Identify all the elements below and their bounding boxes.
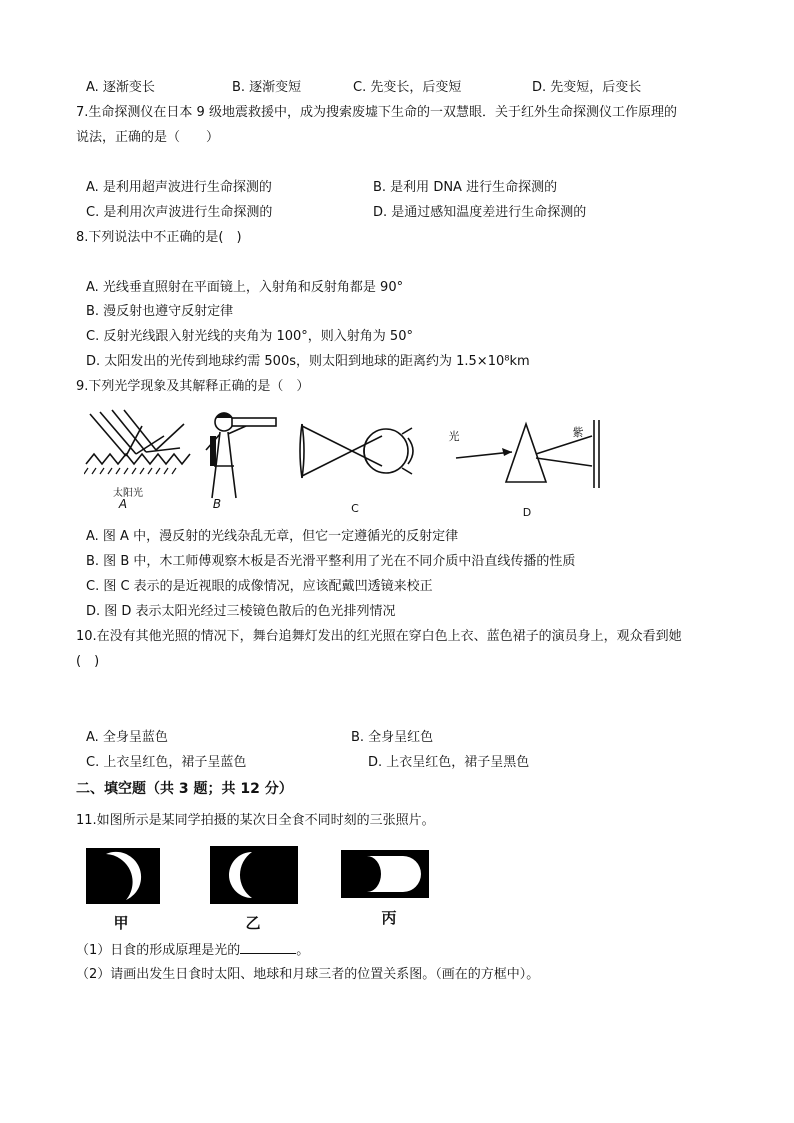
q6-option-b: B. 逐渐变短	[232, 80, 302, 95]
q11-sub2: （2）请画出发生日食时太阳、地球和月球三者的位置关系图。（画在的方框中）。	[76, 967, 540, 982]
q7-stem-line1: 7.生命探测仪在日本 9 级地震救援中，成为搜索废墟下生命的一双慧眼．关于红外生命探测仪工作原理的	[76, 105, 677, 120]
q7-stem-line2: 说法，正确的是（ ）	[76, 130, 220, 145]
answer-blank[interactable]	[240, 941, 296, 954]
q9-option-c: C. 图 C 表示的是近视眼的成像情况，应该配戴凹透镜来校正	[86, 579, 433, 594]
q10-option-a: A. 全身呈蓝色	[86, 730, 168, 745]
figure-d-light-label: 光	[448, 430, 460, 443]
photo-label-bing: 丙	[381, 909, 397, 927]
q9-option-b: B. 图 B 中，木工师傅观察木板是否光滑平整利用了光在不同介质中沿直线传播的性质	[86, 554, 576, 569]
q7-option-c: C. 是利用次声波进行生命探测的	[86, 205, 273, 220]
figure-a-diffuse-reflection	[84, 406, 196, 516]
q7-option-b: B. 是利用 DNA 进行生命探测的	[373, 180, 558, 195]
q10-stem-line1: 10.在没有其他光照的情况下，舞台追舞灯发出的红光照在穿白色上衣、蓝色裙子的演员身上，观众看到她	[76, 629, 682, 644]
eclipse-photo-yi	[210, 846, 298, 904]
q10-option-b: B. 全身呈红色	[351, 730, 434, 745]
q9-stem: 9.下列光学现象及其解释正确的是（ ）	[76, 379, 310, 394]
figure-b-carpenter	[198, 406, 288, 502]
figure-d-violet-label: 紫	[572, 426, 584, 439]
q11-sub1	[76, 941, 309, 960]
figure-d-label: D	[522, 506, 532, 519]
q10-option-c: C. 上衣呈红色，裙子呈蓝色	[86, 755, 247, 770]
q6-option-c: C. 先变长，后变短	[353, 80, 462, 95]
q8-option-d: D. 太阳发出的光传到地球约需 500s，则太阳到地球的距离约为 1.5×10⁸km	[86, 354, 530, 369]
figure-a-sunlight-label: 太阳光	[113, 488, 143, 499]
q10-option-d: D. 上衣呈红色，裙子呈黑色	[368, 755, 530, 770]
eclipse-photo-bing	[341, 850, 429, 898]
q7-option-a: A. 是利用超声波进行生命探测的	[86, 180, 272, 195]
q11-stem: 11.如图所示是某同学拍摄的某次日全食不同时刻的三张照片。	[76, 813, 435, 828]
q6-option-d: D. 先变短，后变长	[532, 80, 642, 95]
q10-stem-line2: ( )	[76, 654, 100, 669]
section-title: 二、填空题（共 3 题；共 12 分）	[76, 781, 293, 797]
q9-option-d: D. 图 D 表示太阳光经过三棱镜色散后的色光排列情况	[86, 604, 396, 619]
q11-sub1-suffix: 。	[296, 943, 310, 958]
q8-option-a: A. 光线垂直照射在平面镜上，入射角和反射角都是 90°	[86, 280, 404, 295]
photo-label-yi: 乙	[245, 914, 261, 932]
figure-a-label: A	[118, 497, 128, 511]
q7-option-d: D. 是通过感知温度差进行生命探测的	[373, 205, 587, 220]
figure-c-eye-diagram	[298, 418, 422, 484]
figure-b-label: B	[212, 497, 222, 511]
q6-option-a: A. 逐渐变长	[86, 80, 155, 95]
figure-c-label: C	[351, 502, 359, 515]
eclipse-photo-jia	[86, 848, 160, 904]
q9-option-a: A. 图 A 中，漫反射的光线杂乱无章，但它一定遵循光的反射定律	[86, 529, 459, 544]
q11-sub1-prefix: （1）日食的形成原理是光的	[76, 943, 241, 958]
q8-option-c: C. 反射光线跟入射光线的夹角为 100°，则入射角为 50°	[86, 329, 413, 344]
photo-label-jia: 甲	[113, 914, 129, 932]
q8-stem: 8.下列说法中不正确的是( )	[76, 230, 242, 245]
q8-option-b: B. 漫反射也遵守反射定律	[86, 304, 234, 319]
